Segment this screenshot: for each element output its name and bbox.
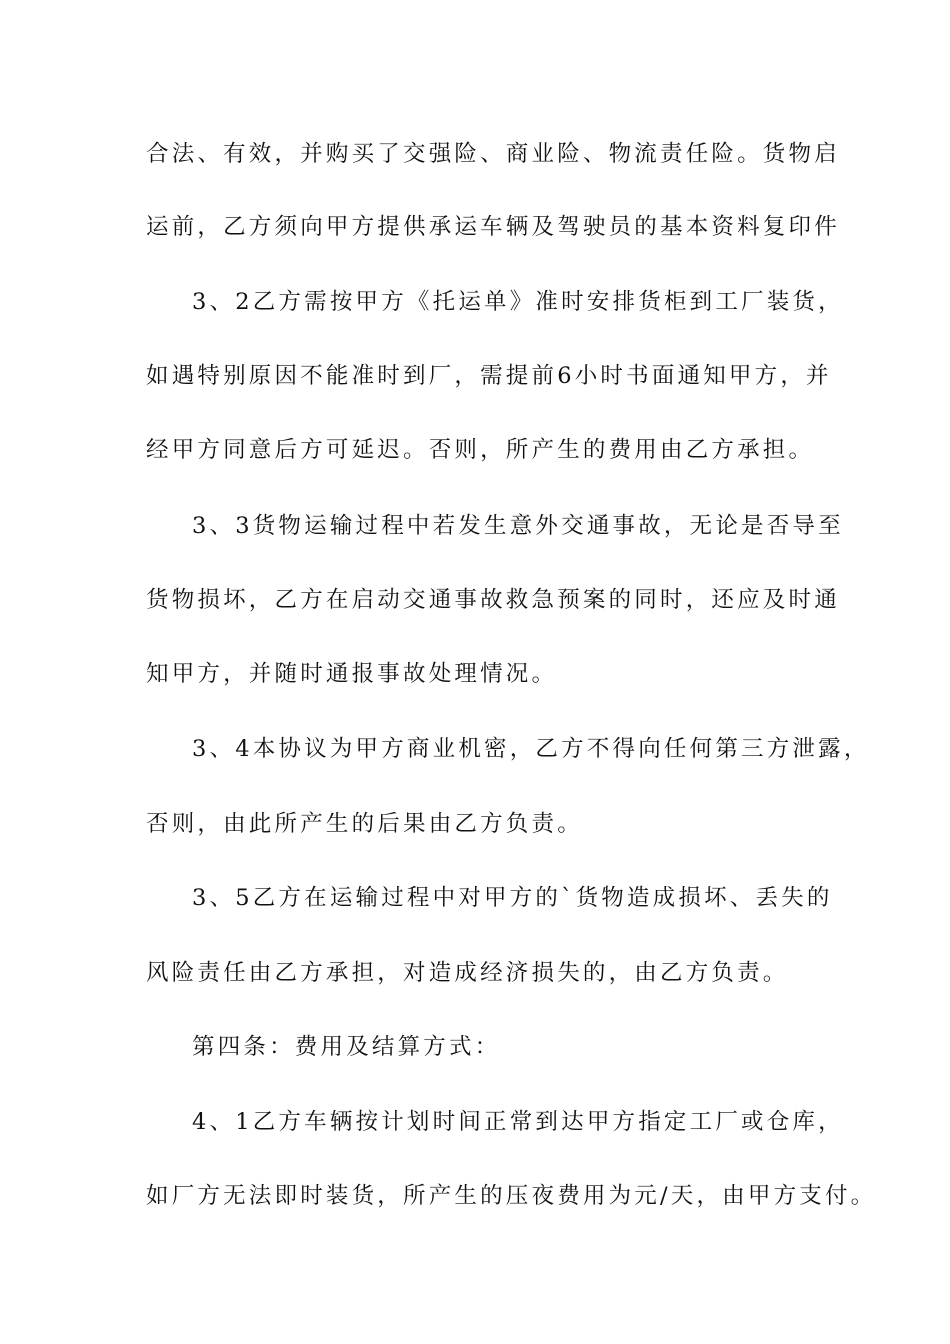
paragraph-line: 经甲方同意后方可延迟。否则，所产生的费用由乙方承担。 [146, 437, 815, 463]
clause-3-5-line: 3、5乙方在运输过程中对甲方的`货物造成损坏、丢失的 [192, 885, 833, 911]
paragraph-line: 货物损坏，乙方在启动交通事故救急预案的同时，还应及时通 [146, 587, 840, 613]
clause-4-1-line: 4、1乙方车辆按计划时间正常到达甲方指定工厂或仓库， [192, 1109, 844, 1135]
paragraph-line: 否则，由此所产生的后果由乙方负责。 [146, 811, 583, 837]
paragraph-line: 运前，乙方须向甲方提供承运车辆及驾驶员的基本资料复印件 [146, 214, 840, 240]
clause-3-4-line: 3、4本协议为甲方商业机密，乙方不得向任何第三方泄露， [192, 736, 870, 762]
paragraph-line: 如厂方无法即时装货，所产生的压夜费用为元/天，由甲方支付。 [146, 1183, 877, 1209]
paragraph-line: 合法、有效，并购买了交强险、商业险、物流责任险。货物启 [146, 141, 840, 167]
paragraph-line: 风险责任由乙方承担，对造成经济损失的，由乙方负责。 [146, 960, 789, 986]
clause-3-2-line: 3、2乙方需按甲方《托运单》准时安排货柜到工厂装货， [192, 289, 844, 315]
article-four-heading: 第四条：费用及结算方式： [192, 1034, 501, 1060]
paragraph-line: 知甲方，并随时通报事故处理情况。 [146, 661, 558, 687]
paragraph-line: 如遇特别原因不能准时到厂，需提前6小时书面通知甲方，并 [146, 363, 832, 389]
clause-3-3-line: 3、3货物运输过程中若发生意外交通事故，无论是否导至 [192, 513, 844, 539]
